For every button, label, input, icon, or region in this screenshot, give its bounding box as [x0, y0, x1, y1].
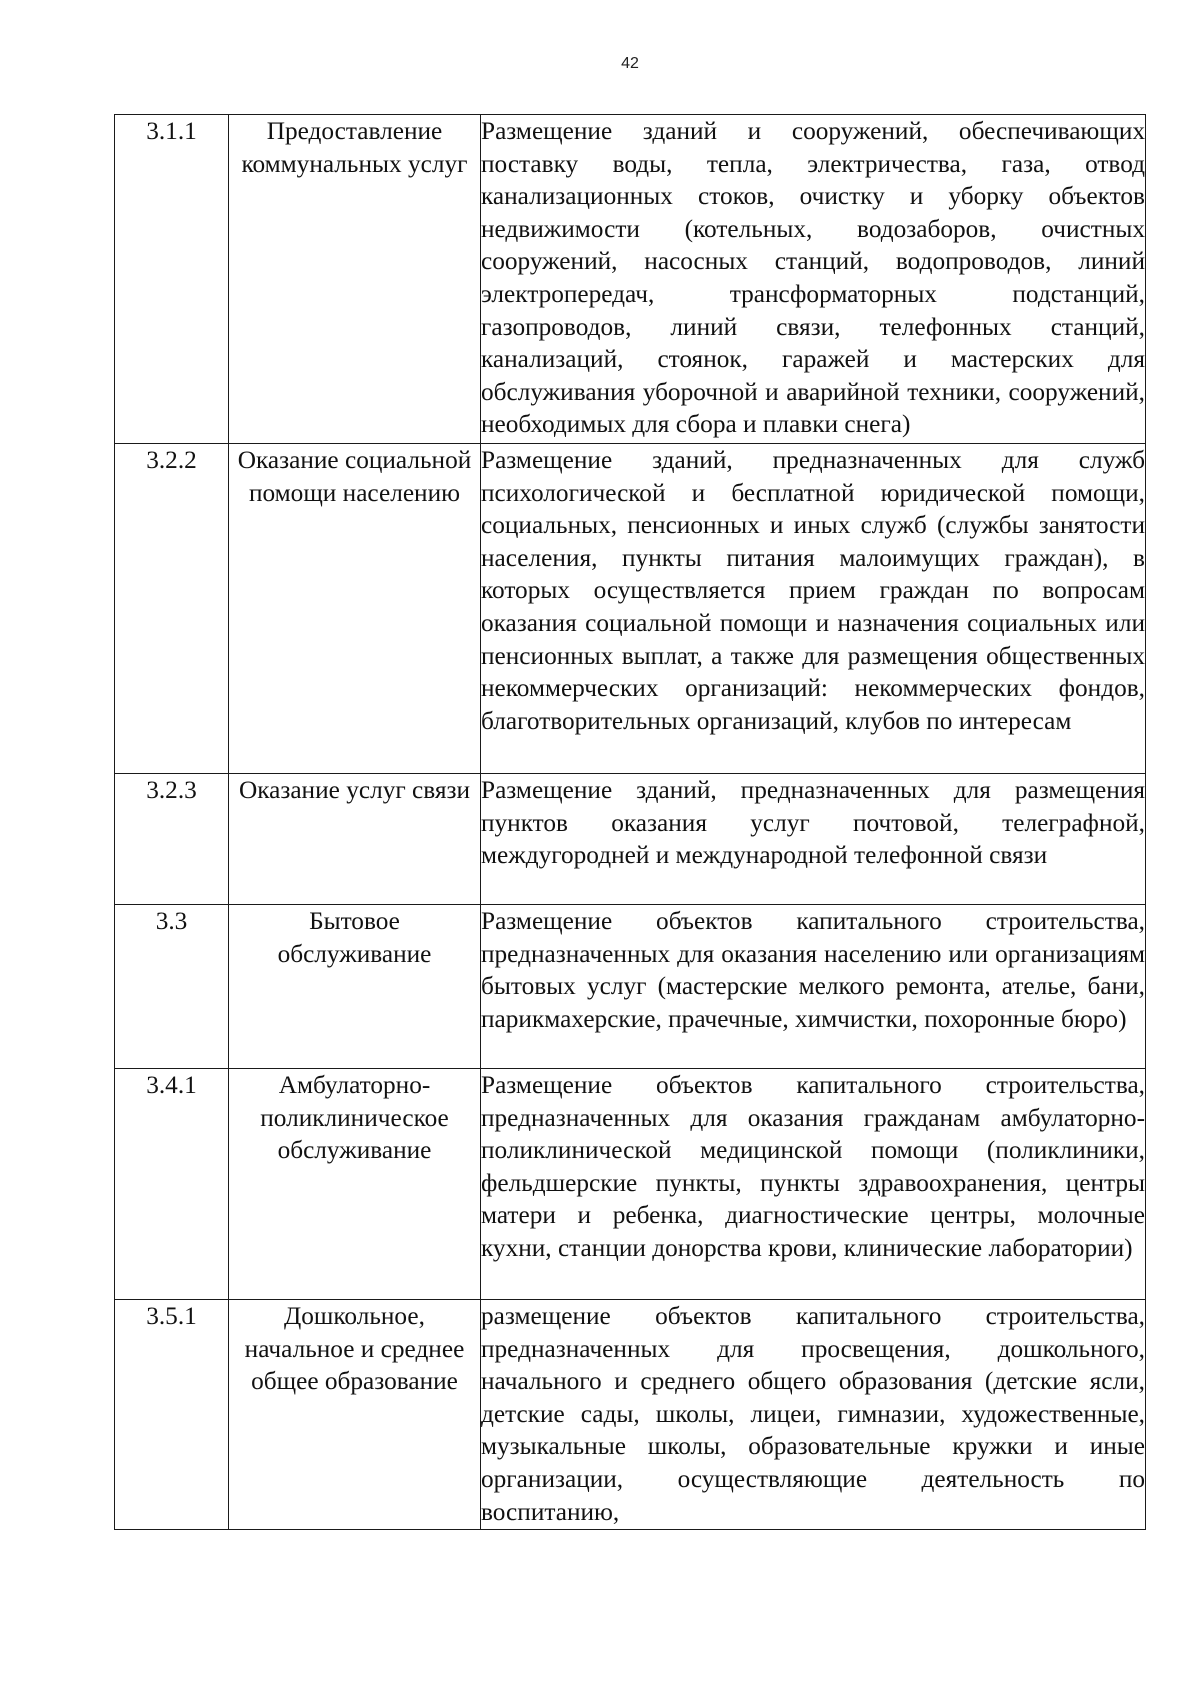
row-description-cell: [481, 115, 1146, 444]
row-description: Размещение зданий, предназначенных для служб психологической и бесплатной юридической помощи, социальных, пенсионных и иных служб (службы занятости населения, пункты питания малоимущих граждан), в которых осуществляется прием граждан по вопросам оказания социальной помощи и назначения социальных или пенсионных выплат, а также для размещения общественных некоммерческих организаций: некоммерческих фондов, благотворительных организаций, клубов по интересам: [481, 446, 1145, 735]
row-name-cell: [229, 115, 481, 444]
row-description: Размещение объектов капитального строительства, предназначенных для оказания населению или организациям бытовых услуг (мастерские мелкого ремонта, ателье, бани, парикмахерские, прачечные, химчистки, похоронные бюро): [481, 907, 1145, 1033]
row-description-cell: [481, 905, 1146, 1069]
row-name: Амбулаторно-поликлиническое обслуживание: [260, 1071, 449, 1165]
row-code-cell: [115, 774, 229, 905]
page-number: 42: [621, 55, 639, 72]
row-description-cell: [481, 774, 1146, 905]
row-code: 3.3: [155, 907, 188, 935]
table-row: [115, 115, 1146, 444]
row-name-cell: [229, 1069, 481, 1300]
table-row: [115, 1069, 1146, 1300]
row-description-cell: [481, 1069, 1146, 1300]
row-description: размещение объектов капитального строительства, предназначенных для просвещения, дошкольного, начального и среднего общего образования (детские ясли, детские сады, школы, лицеи, гимназии, художественные, музыкальные школы, образовательные кружки и иные организации, осуществляющие деятельность по воспитанию,: [481, 1302, 1145, 1526]
row-description: Размещение зданий и сооружений, обеспечивающих поставку воды, тепла, электричества, газа, отвод канализационных стоков, очистку и уборку объектов недвижимости (котельных, водозаборов, очистных сооружений, насосных станций, водопроводов, линий электропередач, трансформаторных подстанций, газопроводов, линий связи, телефонных станций, канализаций, стоянок, гаражей и мастерских для обслуживания уборочной и аварийной техники, сооружений, необходимых для сбора и плавки снега): [481, 117, 1145, 439]
table-row: [115, 905, 1146, 1069]
row-name: Оказание услуг связи: [238, 776, 471, 804]
row-name-cell: [229, 444, 481, 774]
row-code-cell: [115, 115, 229, 444]
row-name: Оказание социальной помощи населению: [237, 446, 472, 507]
land-use-table: [114, 114, 1146, 1530]
row-code-cell: [115, 1300, 229, 1530]
row-code: 3.5.1: [146, 1302, 197, 1330]
row-description: Размещение зданий, предназначенных для размещения пунктов оказания услуг почтовой, телеграфной, междугородней и международной телефонной связи: [481, 776, 1145, 870]
row-code: 3.2.2: [146, 446, 197, 474]
table-row: [115, 774, 1146, 905]
row-name-cell: [229, 774, 481, 905]
row-description-cell: [481, 1300, 1146, 1530]
row-name-cell: [229, 905, 481, 1069]
row-name: Предоставление коммунальных услуг: [241, 117, 468, 178]
row-code: 3.4.1: [146, 1071, 197, 1099]
row-name-cell: [229, 1300, 481, 1530]
table-row: [115, 1300, 1146, 1530]
row-code: 3.1.1: [146, 117, 197, 145]
row-name: Дошкольное, начальное и среднее общее образование: [244, 1302, 465, 1396]
row-code: 3.2.3: [146, 776, 197, 804]
row-name: Бытовое обслуживание: [277, 907, 432, 968]
row-description-cell: [481, 444, 1146, 774]
row-code-cell: [115, 905, 229, 1069]
table-row: [115, 444, 1146, 774]
row-code-cell: [115, 444, 229, 774]
row-code-cell: [115, 1069, 229, 1300]
row-description: Размещение объектов капитального строительства, предназначенных для оказания гражданам амбулаторно-поликлинической медицинской помощи (поликлиники, фельдшерские пункты, пункты здравоохранения, центры матери и ребенка, диагностические центры, молочные кухни, станции донорства крови, клинические лаборатории): [481, 1071, 1145, 1262]
